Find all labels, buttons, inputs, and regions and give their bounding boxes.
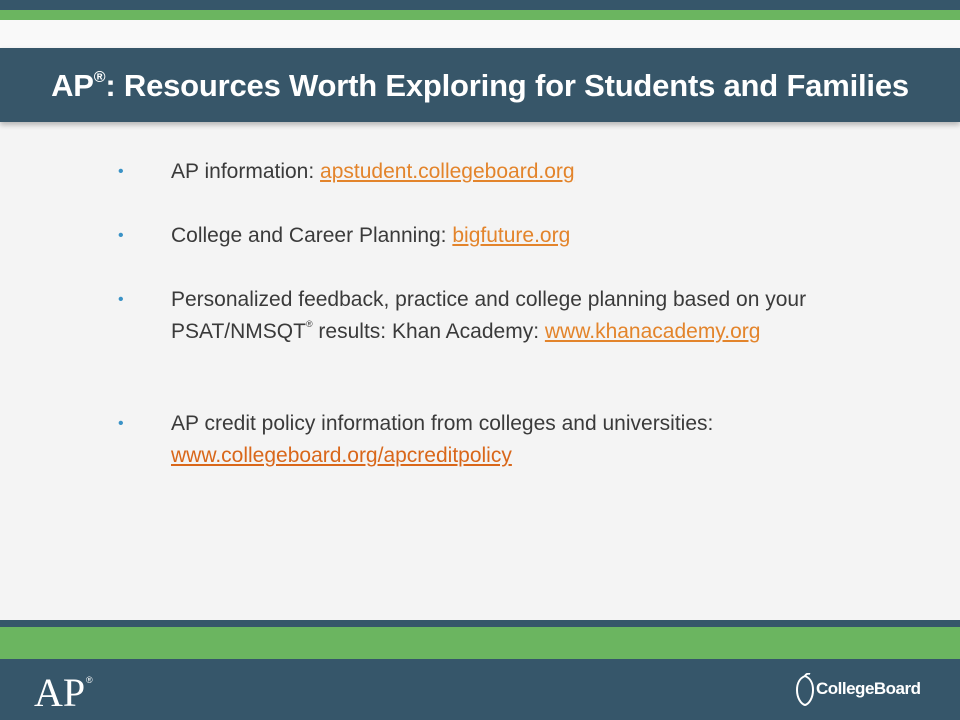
top-white-stripe: [0, 20, 960, 48]
bullet-icon: •: [118, 227, 124, 244]
bullet-text-after: results: Khan Academy:: [312, 320, 545, 343]
ap-logo: [34, 671, 96, 711]
title-registered-mark: ®: [93, 69, 106, 86]
apcreditpolicy-link[interactable]: www.collegeboard.org/apcreditpolicy: [171, 444, 512, 467]
bullet-text: AP credit policy information from colleges and universities:: [171, 412, 714, 435]
ap-logo-text: AP: [34, 671, 86, 711]
list-item: [118, 284, 851, 348]
list-item: [118, 408, 851, 472]
khanacademy-link[interactable]: www.khanacademy.org: [544, 320, 761, 343]
collegeboard-logo: [794, 671, 934, 711]
slide-title: [0, 48, 960, 122]
ap-logo-mark: ®: [86, 675, 93, 685]
bottom-green-stripe: [0, 627, 960, 659]
bullet-icon: •: [118, 291, 124, 308]
bullet-text: Personalized feedback, practice and college planning based on your PSAT/NMSQT: [171, 288, 807, 343]
top-dark-stripe: [0, 0, 960, 10]
bullet-text: College and Career Planning:: [171, 224, 453, 247]
bullet-icon: •: [118, 163, 124, 180]
list-item: [118, 220, 851, 252]
bottom-dark-stripe: [0, 620, 960, 627]
title-text: : Resources Worth Exploring for Students and Families: [105, 68, 909, 103]
apstudent-link[interactable]: apstudent.collegeboard.org: [320, 160, 575, 183]
list-item: [118, 156, 851, 188]
registered-mark: ®: [305, 319, 313, 329]
bullet-icon: •: [118, 415, 124, 432]
collegeboard-logo-text: CollegeBoard: [816, 679, 921, 698]
acorn-icon: [794, 673, 816, 707]
title-prefix: AP: [51, 68, 94, 103]
footer: [0, 659, 960, 720]
bullet-text: AP information:: [171, 160, 321, 183]
title-bar: [0, 48, 960, 122]
top-green-stripe: [0, 10, 960, 20]
bigfuture-link[interactable]: bigfuture.org: [452, 224, 571, 247]
